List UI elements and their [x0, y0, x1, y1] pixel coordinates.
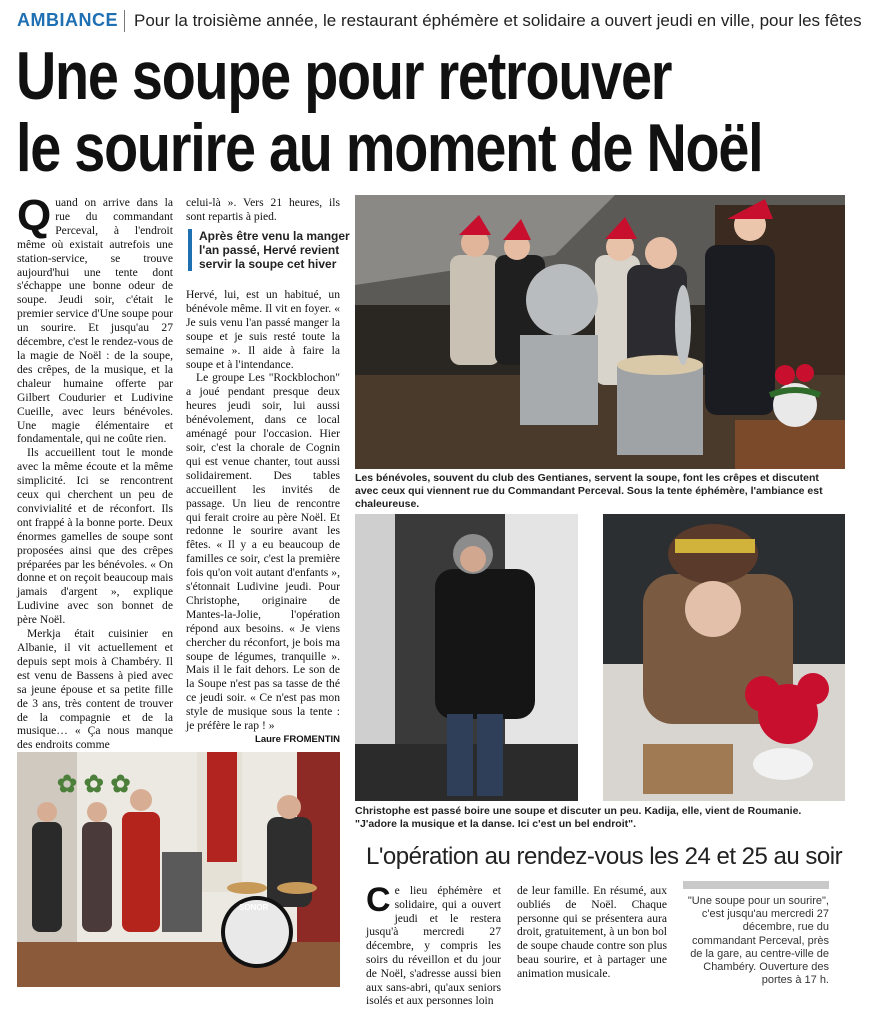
caption-main-photo: Les bénévoles, souvent du club des Gentianes, servent la soupe, font les crêpes et discutent avec ceux qui viennent rue du Commandant Perceval. Sous la tente éphémère, l'ambiance est chaleureuse.: [355, 472, 823, 510]
caption-pair-photos: Christophe est passé boire une soupe et discuter un peu. Kadija, elle, vient de Roumanie. "J'adore la musique et la danse. Ici c'est un bel endroit".: [355, 805, 802, 830]
practical-info: "Une soupe pour un sourire", c'est jusqu'au mercredi 27 décembre, rue du commandant Perceval, près de la gare, au centre-ville de Chambéry. Ouverture des portes à 17 h.: [687, 895, 829, 987]
photo-band-rockblochon: [17, 752, 340, 987]
headline-line-2: le sourire au moment de Noël: [16, 110, 763, 186]
photo-volunteers-image: [355, 195, 845, 469]
photo-christophe-image: [355, 514, 578, 801]
headline-line-1: Une soupe pour retrouver: [16, 38, 672, 114]
article-paragraph: [17, 191, 173, 446]
paragraph-text: uand on arrive dans la rue du commandant Perceval, à l'endroit même où existait autrefois une station-service, se trouve aujourd'hui une tente dont s'échappe une bonne odeur de soupe. Jeudi soir, c'était le premier service d'Une soupe pour un sourire. Et jusqu'au 27 décembre, c'est le rendez-vous de la magie de Noël : de la soupe, des crêpes, de la musique, et la chaleur humaine offerte par Gilbert Coudurier et Ludivine Cueille, avec leurs bénévoles. Une magie élémentaire et fondamentale, qui ne coûte rien.: [17, 196, 173, 446]
photo-kadija: [603, 514, 845, 801]
box-column-b: [517, 884, 667, 981]
kicker-divider: [124, 10, 125, 32]
drop-cap: C: [366, 881, 391, 919]
drum-brand-label: SONOR: [239, 903, 269, 912]
article-column-2-top: [186, 196, 340, 224]
article-column-1: [17, 191, 173, 752]
box-column-a: [366, 881, 501, 1008]
paragraph-text: e lieu éphémère et solidaire, qui a ouvert jeudi et le restera jusqu'à mercredi 27 décembre, y compris les soirs du réveillon et du jour de Noël, s'adresse aussi bien aux sans-abri, qu'aux seniors isolés et aux personnes loin: [366, 884, 501, 1008]
pull-quote: Après être venu la manger l'an passé, Hervé revient servir la soupe cet hiver: [188, 229, 359, 271]
byline: Laure FROMENTIN: [255, 734, 340, 745]
info-bar: [683, 881, 829, 889]
section-kicker: AMBIANCE: [17, 10, 118, 30]
article-paragraph: Hervé, lui, est un habitué, un bénévole même. Il vit en foyer. « Je suis venu l'an passé manger la soupe et je suis resté toute la semaine ». Il aide à faire la soupe et à l'intendance.: [186, 288, 340, 371]
photo-christophe: [355, 514, 578, 801]
subheadline: Pour la troisième année, le restaurant éphémère et solidaire a ouvert jeudi en ville, pour les fêtes: [134, 11, 862, 30]
box-paragraph: [366, 881, 501, 1008]
article-paragraph: Ils accueillent tout le monde avec la même écoute et la même simplicité. Ici se rencontrent ceux qui cherchent un peu de convivialité et de réconfort. Ils ont frappé à la bonne porte. Deux énormes gamelles de soupe sont proposées ainsi que des crêpes préparées par les bénévoles. « On donne et on reçoit beaucoup mais jamais d'argent », explique Ludivine avec son bonnet de père Noël.: [17, 446, 173, 627]
photo-kadija-image: [603, 514, 845, 801]
svg-text:✿ ✿ ✿: ✿ ✿ ✿: [57, 771, 131, 798]
box-headline: L'opération au rendez-vous les 24 et 25 au soir: [366, 843, 843, 870]
drop-cap: Q: [17, 191, 52, 240]
article-paragraph: Merkja était cuisinier en Albanie, il vit actuellement et depuis sept mois à Chambéry. Il est venu de Bassens à pied avec sa jeune épouse et sa petite fille de 3 ans, très content de trouver de la compagnie et de la musique… « Ça nous manque des endroits comme: [17, 627, 173, 752]
article-paragraph: Le groupe Les "Rockblochon" a joué pendant presque deux heures jeudi soir, lui aussi bénévolement, dans ce local aménagé pour l'occasion. Hier soir, c'est la chorale de Cognin qui est venue chanter, tout aussi solidairement. Des tables accueillent les invités de passage. Un lieu de rencontre qui ferait croire au père Noël. Et redonne le sourire avant les fêtes. « Il y a eu beaucoup de familles ce soir, c'est la première fois qu'on voit autant d'enfants », s'étonnait Ludivine jeudi. Pour Christophe, originaire de Mantes-la-Jolie, l'opération répond aux besoins. « Je viens chercher du réconfort, je bois ma soupe de légumes, tranquille ». Mais il le fait dehors. Le son de la Soupe n'est pas sa tasse de thé ce jeudi soir. « Ce n'est pas mon style de musique sous la tente : je préfère le rap ! »: [186, 371, 340, 733]
article-column-2: [186, 288, 340, 747]
photo-band-image: [17, 752, 340, 987]
article-paragraph: celui-là ». Vers 21 heures, ils sont repartis à pied.: [186, 196, 340, 223]
photo-volunteers-serving-soup: [355, 195, 845, 469]
box-paragraph: de leur famille. En résumé, aux oubliés de Noël. Chaque personne qui se présentera aura droit, gratuitement, à un bon bol de soupe chaude contre son plus beau sourire, et à partager une animation musicale.: [517, 884, 667, 980]
